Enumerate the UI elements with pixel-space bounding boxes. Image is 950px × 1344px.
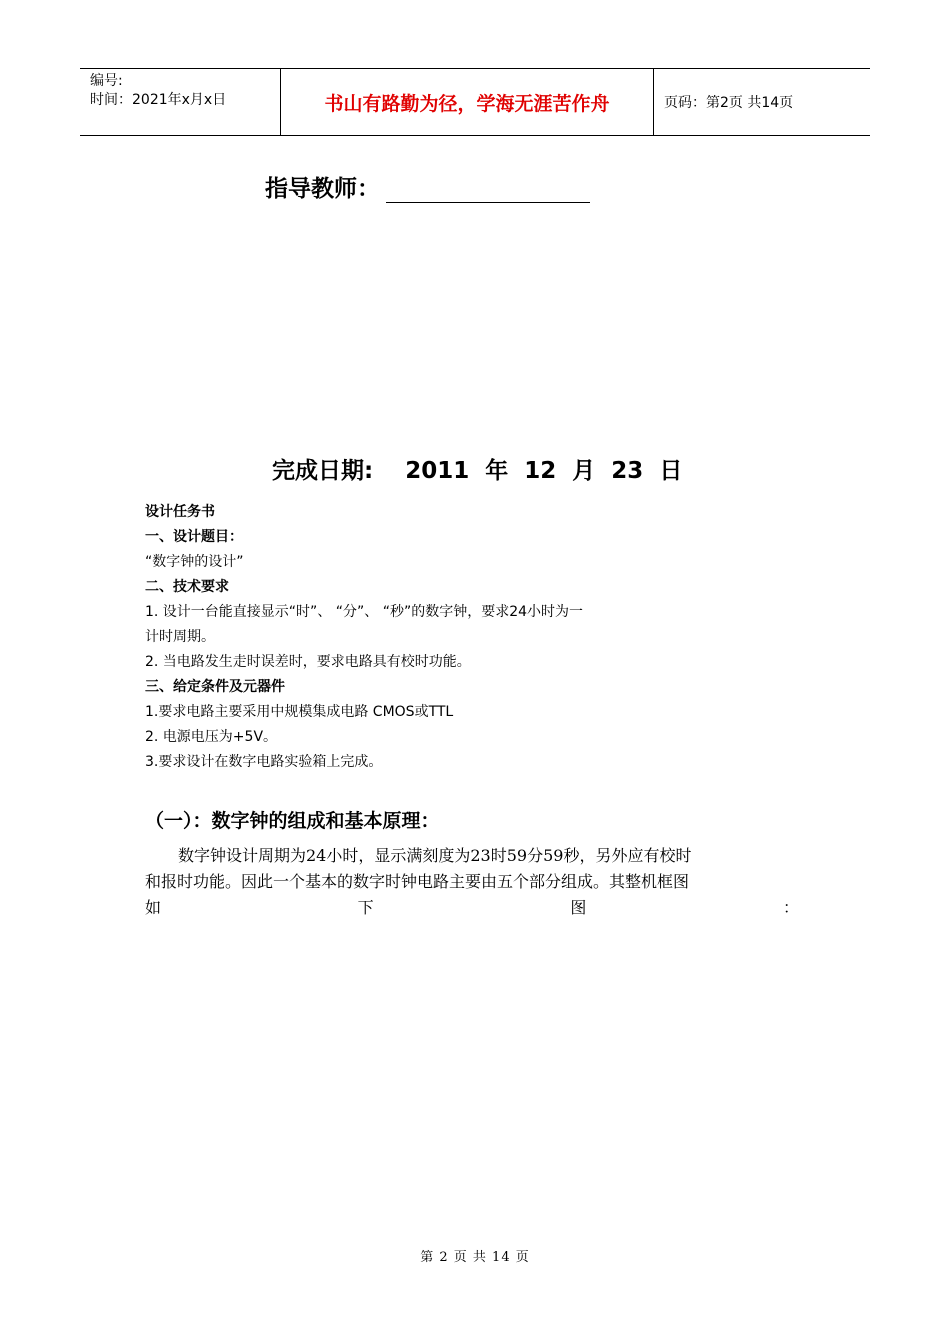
time-label: 时间：2021年x月x日 [90,92,227,108]
task-book-title: 设计任务书 [145,504,215,520]
task-line: 一、设计题目： [145,529,243,545]
task-line: 1. 设计一台能直接显示“时”、 “分”、 “秒”的数字钟，要求24小时为一 [145,604,584,620]
number-label: 编号: [90,73,123,89]
task-line: 2. 当电路发生走时误差时，要求电路具有校时功能。 [145,654,471,670]
paragraph-word: ： [782,898,799,917]
header-meta [80,69,281,135]
paragraph-word: 下 [357,898,374,917]
completion-date: 完成日期: 2011 年 12 月 23 日 [272,458,683,484]
task-line: 二、技术要求 [145,579,229,595]
task-line: 计时周期。 [145,629,215,645]
paragraph-word: 图 [570,898,587,917]
task-line: “数字钟的设计” [145,554,244,570]
task-line: 1.要求电路主要采用中规模集成电路 CMOS或TTL [145,704,454,720]
task-line: 2. 电源电压为+5V。 [145,729,278,745]
task-book [145,500,810,775]
header-page-info: 页码：第2页 共14页 [664,95,794,111]
paragraph-line: 和报时功能。因此一个基本的数字时钟电路主要由五个部分组成。其整机框图 [145,872,690,891]
page-header [80,68,870,136]
task-line: 三、给定条件及元器件 [145,679,285,695]
task-line: 3.要求设计在数字电路实验箱上完成。 [145,754,383,770]
paragraph-word: 如 [145,898,162,917]
paragraph-line: 数字钟设计周期为24小时，显示满刻度为23时59分59秒，另外应有校时 [178,846,692,865]
section-title: （一）：数字钟的组成和基本原理： [145,810,440,832]
section-paragraph [145,843,805,921]
page-footer: 第 2 页 共 14 页 [420,1250,530,1265]
teacher-label: 指导教师： [265,176,380,202]
teacher-field [265,170,590,203]
paragraph-line-justified [145,895,805,921]
teacher-blank-line [386,178,590,203]
header-motto: 书山有路勤为径，学海无涯苦作舟 [281,69,654,135]
